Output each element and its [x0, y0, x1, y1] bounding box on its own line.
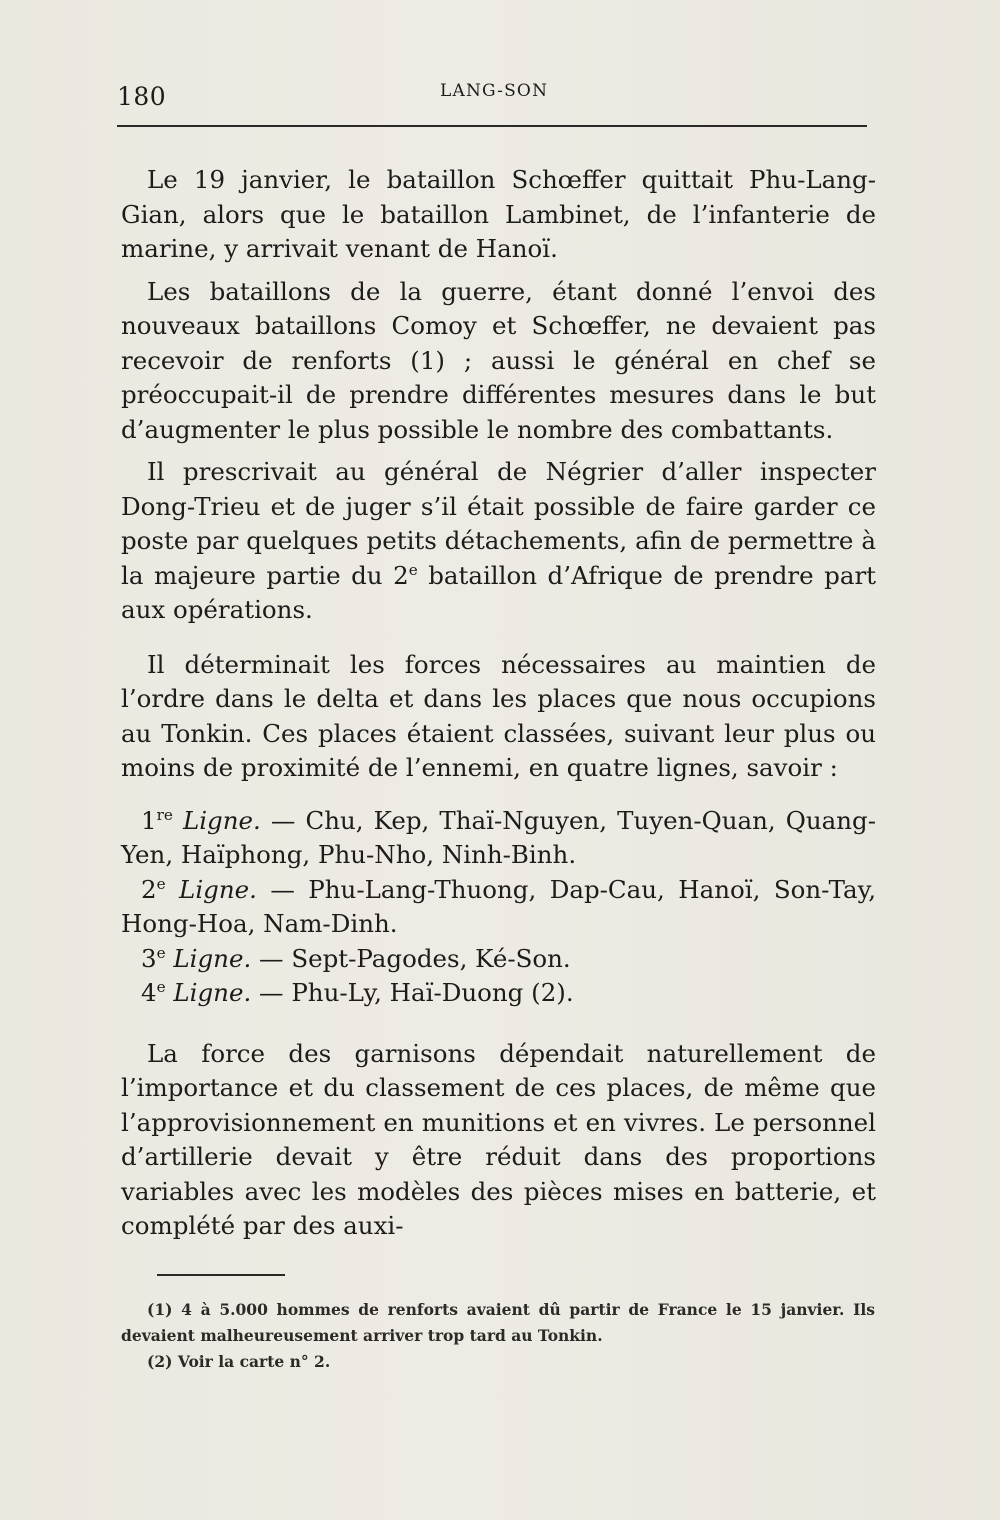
ligne-ordinal: e	[156, 874, 166, 893]
paragraph-4: Il déterminait les forces nécessaires au maintien de l’ordre dans le delta et dans les places que nous occupions au Tonkin. Ces places étaient classées, suivant leur plus ou moins de proximité de l’ennemi, en quatre lignes, savoir :	[121, 649, 876, 782]
paragraph-3-text-a: Il prescrivait au général de Négrier d’aller inspecter Dong-Trieu et de juger s’il était possible de faire garder ce poste par quelques petits détachements, afin de permettre à la majeure partie du 2	[121, 457, 876, 590]
ligne-number: 4	[141, 978, 157, 1007]
page-number: 180	[117, 82, 167, 111]
paragraph-2: Les bataillons de la guerre, étant donné l’envoi des nouveaux bataillons Comoy et Schœffer, ne devaient pas recevoir de renforts (1) ; aussi le général en chef se préoccupait-il de prendre différentes mesures dans le but d’augmenter le plus possible le nombre des combattants.	[121, 276, 876, 444]
ligne-label: Ligne.	[173, 943, 252, 973]
header-rule	[117, 125, 867, 127]
ligne-item-3	[121, 942, 876, 977]
ligne-number: 1	[141, 805, 157, 835]
ligne-places: — Chu, Kep, Thaï-Nguyen, Tuyen-Quan, Quang-Yen, Haïphong, Phu-Nho, Ninh-Binh.	[121, 805, 876, 869]
ligne-number: 2	[141, 874, 157, 904]
paragraph-3-text-b: bataillon d’Afrique de prendre part aux opérations.	[121, 560, 877, 624]
footnotes	[121, 1297, 875, 1375]
footnote-2: (2) Voir la carte n° 2.	[147, 1352, 331, 1371]
body-text	[121, 163, 876, 1244]
running-head: LANG-SON	[440, 81, 549, 101]
paragraph-5: La force des garnisons dépendait naturellement de l’importance et du classement de ces places, de même que l’approvisionnement en munitions et en vivres. Le personnel d’artillerie devait y être réduit dans des proportions variables avec les modèles des pièces mises en batterie, et complété par des auxi-	[121, 1038, 876, 1240]
lignes-list	[121, 804, 876, 1011]
paragraph-3	[121, 455, 876, 628]
ligne-ordinal: e	[156, 977, 166, 996]
ligne-places: — Phu-Ly, Haï-Duong (2).	[251, 978, 574, 1007]
ligne-item-4	[121, 976, 876, 1011]
ligne-ordinal: re	[156, 805, 173, 824]
ligne-label: Ligne.	[173, 978, 252, 1007]
ligne-number: 3	[141, 943, 157, 973]
ligne-item-1	[121, 804, 876, 873]
ligne-places: — Phu-Lang-Thuong, Dap-Cau, Hanoï, Son-Tay, Hong-Hoa, Nam-Dinh.	[121, 874, 876, 938]
ligne-ordinal: e	[156, 943, 166, 962]
ligne-item-2	[121, 873, 876, 942]
paragraph-1: Le 19 janvier, le bataillon Schœffer quittait Phu-Lang-Gian, alors que le bataillon Lambinet, de l’infanterie de marine, y arrivait venant de Hanoï.	[121, 165, 876, 263]
footnote-rule	[157, 1274, 285, 1276]
footnote-1: (1) 4 à 5.000 hommes de renforts avaient dû partir de France le 15 janvier. Ils devaient malheureusement arriver trop tard au Tonkin.	[121, 1300, 875, 1345]
ligne-label: Ligne.	[182, 805, 261, 835]
ligne-label: Ligne.	[179, 874, 257, 904]
ligne-places: — Sept-Pagodes, Ké-Son.	[251, 943, 571, 973]
ordinal-suffix: e	[408, 560, 418, 579]
